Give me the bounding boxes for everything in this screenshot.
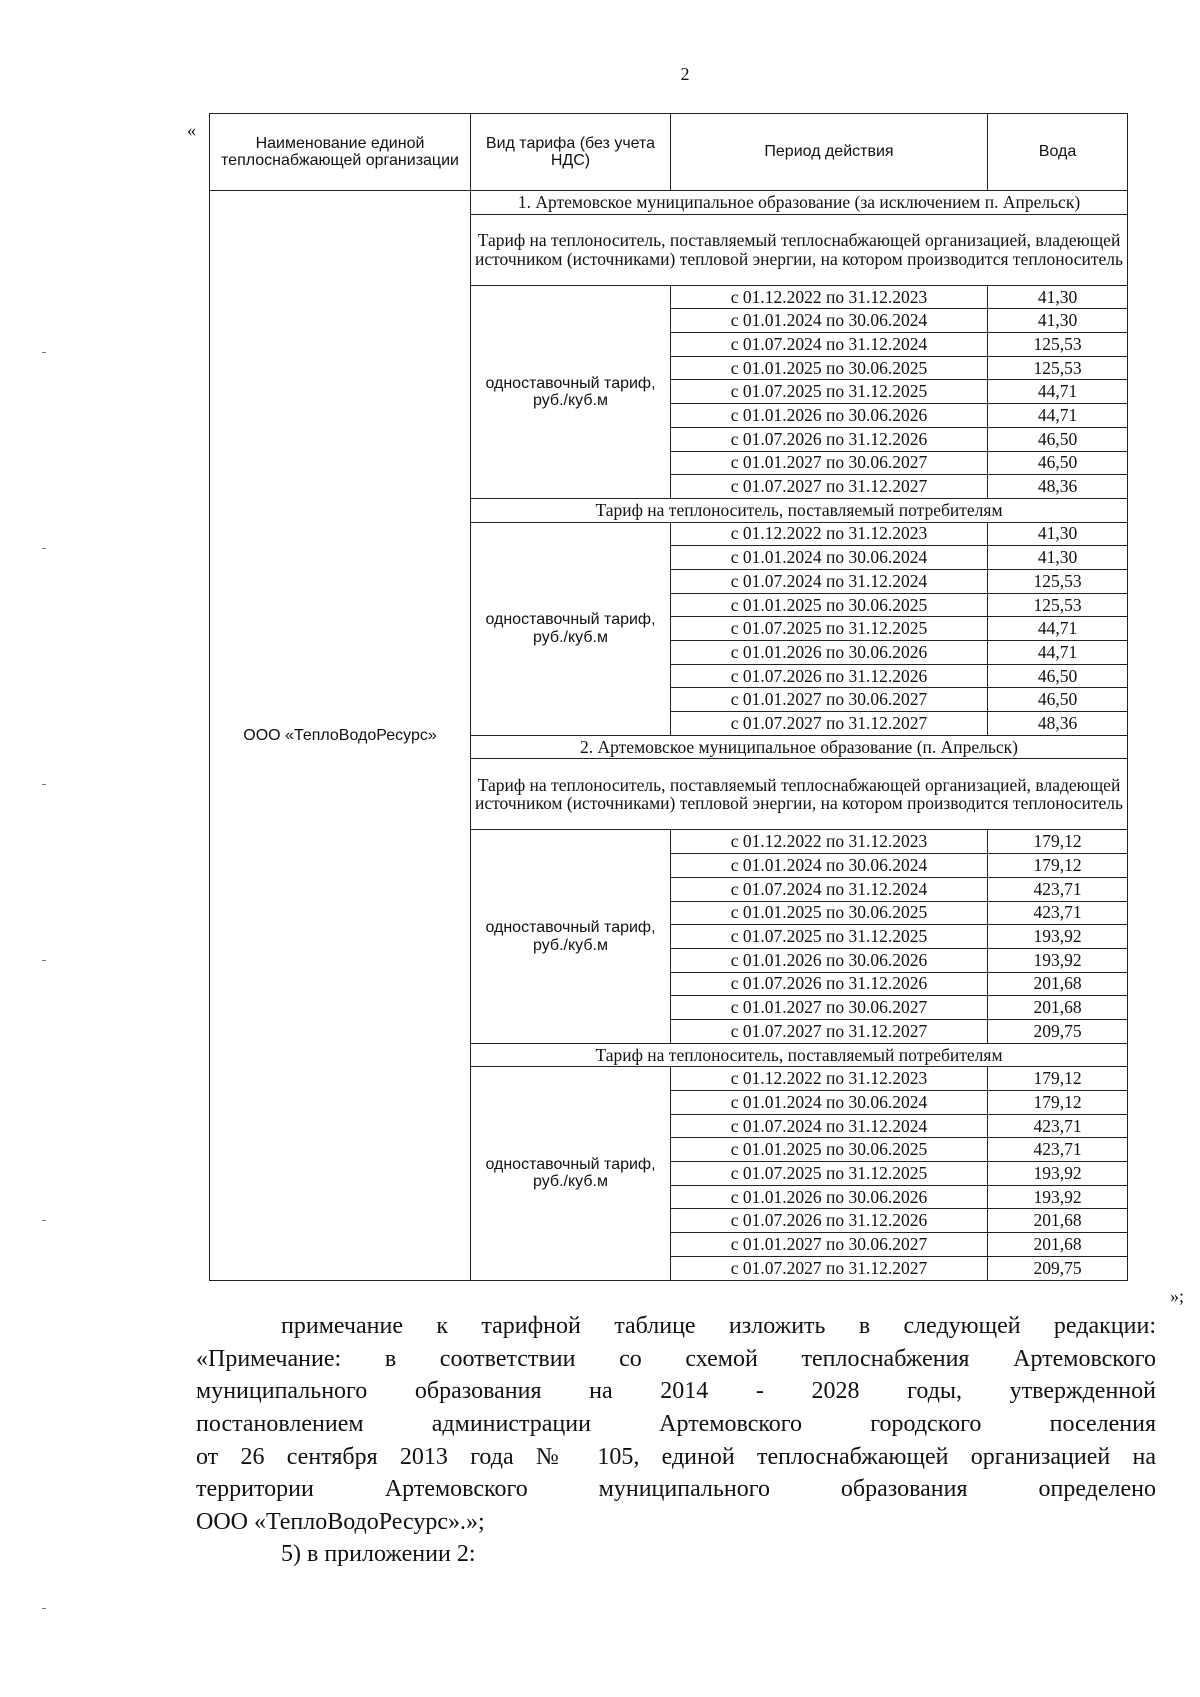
value-cell: 201,68 [988,996,1128,1020]
period-cell: с 01.01.2026 по 30.06.2026 [671,404,988,428]
value-cell: 41,30 [988,522,1128,546]
value-cell: 44,71 [988,380,1128,404]
value-cell: 193,92 [988,925,1128,949]
value-cell: 209,75 [988,1019,1128,1043]
group-description: Тариф на теплоноситель, поставляемый теплоснабжающей организацией, владеющей источником (источниками) тепловой энергии, на котором производится теплоноситель [471,759,1128,830]
period-cell: с 01.01.2027 по 30.06.2027 [671,996,988,1020]
scan-mark [42,960,46,961]
period-cell: с 01.01.2027 по 30.06.2027 [671,1233,988,1257]
header-tariff-type: Вид тарифа (без учета НДС) [471,114,671,191]
period-cell: с 01.01.2024 по 30.06.2024 [671,1091,988,1115]
period-cell: с 01.07.2027 по 31.12.2027 [671,712,988,736]
value-cell: 46,50 [988,688,1128,712]
body-line: постановлением администрации Артемовского городского поселения [196,1410,1156,1437]
body-line: ООО «ТеплоВодоРесурс».»; [196,1508,485,1535]
period-cell: с 01.07.2024 по 31.12.2024 [671,333,988,357]
period-cell: с 01.12.2022 по 31.12.2023 [671,522,988,546]
period-cell: с 01.07.2027 по 31.12.2027 [671,1256,988,1280]
value-cell: 193,92 [988,948,1128,972]
value-cell: 48,36 [988,475,1128,499]
value-cell: 125,53 [988,593,1128,617]
period-cell: с 01.07.2025 по 31.12.2025 [671,380,988,404]
body-line: «Примечание: в соответствии со схемой теплоснабжения Артемовского [196,1345,1156,1372]
value-cell: 423,71 [988,877,1128,901]
value-cell: 423,71 [988,1138,1128,1162]
period-cell: с 01.12.2022 по 31.12.2023 [671,1067,988,1091]
body-line: от 26 сентября 2013 года № 105, единой теплоснабжающей организацией на [196,1443,1156,1470]
period-cell: с 01.12.2022 по 31.12.2023 [671,285,988,309]
period-cell: с 01.07.2027 по 31.12.2027 [671,1019,988,1043]
value-cell: 179,12 [988,830,1128,854]
period-cell: с 01.01.2027 по 30.06.2027 [671,451,988,475]
period-cell: с 01.01.2026 по 30.06.2026 [671,1185,988,1209]
period-cell: с 01.07.2024 по 31.12.2024 [671,877,988,901]
group-description: Тариф на теплоноситель, поставляемый потребителям [471,498,1128,522]
value-cell: 423,71 [988,901,1128,925]
value-cell: 46,50 [988,664,1128,688]
tariff-type: одноставочный тариф, руб./куб.м [471,522,671,735]
quote-close-mark: »; [1170,1286,1185,1306]
period-cell: с 01.01.2025 по 30.06.2025 [671,901,988,925]
period-cell: с 01.07.2024 по 31.12.2024 [671,569,988,593]
period-cell: с 01.01.2024 по 30.06.2024 [671,309,988,333]
section-title: 1. Артемовское муниципальное образование (за исключением п. Апрельск) [471,191,1128,215]
value-cell: 48,36 [988,712,1128,736]
period-cell: с 01.01.2025 по 30.06.2025 [671,356,988,380]
period-cell: с 01.07.2026 по 31.12.2026 [671,1209,988,1233]
value-cell: 41,30 [988,285,1128,309]
body-line: муниципального образования на 2014 - 2028 годы, утвержденной [196,1378,1156,1405]
body-line: 5) в приложении 2: [281,1541,476,1568]
period-cell: с 01.07.2025 по 31.12.2025 [671,617,988,641]
tariff-type: одноставочный тариф, руб./куб.м [471,1067,671,1280]
value-cell: 193,92 [988,1185,1128,1209]
value-cell: 193,92 [988,1162,1128,1186]
value-cell: 41,30 [988,546,1128,570]
tariff-table [209,113,1128,1281]
period-cell: с 01.07.2026 по 31.12.2026 [671,427,988,451]
period-cell: с 01.01.2026 по 30.06.2026 [671,641,988,665]
group-description: Тариф на теплоноситель, поставляемый теплоснабжающей организацией, владеющей источником (источниками) тепловой энергии, на котором производится теплоноситель [471,214,1128,285]
period-cell: с 01.07.2025 по 31.12.2025 [671,925,988,949]
value-cell: 125,53 [988,569,1128,593]
value-cell: 46,50 [988,451,1128,475]
header-value: Вода [988,114,1128,191]
period-cell: с 01.01.2024 по 30.06.2024 [671,854,988,878]
period-cell: с 01.01.2026 по 30.06.2026 [671,948,988,972]
period-cell: с 01.01.2027 по 30.06.2027 [671,688,988,712]
body-line: примечание к тарифной таблице изложить в следующей редакции: [281,1313,1156,1339]
scan-mark [42,784,46,785]
value-cell: 125,53 [988,356,1128,380]
value-cell: 209,75 [988,1256,1128,1280]
period-cell: с 01.01.2025 по 30.06.2025 [671,1138,988,1162]
body-line: территории Артемовского муниципального образования определено [196,1476,1156,1503]
tariff-type: одноставочный тариф, руб./куб.м [471,830,671,1043]
period-cell: с 01.01.2025 по 30.06.2025 [671,593,988,617]
period-cell: с 01.07.2026 по 31.12.2026 [671,664,988,688]
value-cell: 201,68 [988,1233,1128,1257]
header-period: Период действия [671,114,988,191]
value-cell: 44,71 [988,617,1128,641]
scan-mark [42,1220,46,1221]
period-cell: с 01.07.2026 по 31.12.2026 [671,972,988,996]
tariff-type: одноставочный тариф, руб./куб.м [471,285,671,498]
body-text [196,1310,1156,1571]
org-name: ООО «ТеплоВодоРесурс» [210,191,471,1281]
section-row [210,191,1128,215]
value-cell: 46,50 [988,427,1128,451]
value-cell: 201,68 [988,972,1128,996]
value-cell: 423,71 [988,1114,1128,1138]
period-cell: с 01.12.2022 по 31.12.2023 [671,830,988,854]
period-cell: с 01.07.2024 по 31.12.2024 [671,1114,988,1138]
quote-open-mark: « [187,120,196,140]
period-cell: с 01.07.2025 по 31.12.2025 [671,1162,988,1186]
group-description: Тариф на теплоноситель, поставляемый потребителям [471,1043,1128,1067]
value-cell: 179,12 [988,1067,1128,1091]
value-cell: 201,68 [988,1209,1128,1233]
value-cell: 41,30 [988,309,1128,333]
period-cell: с 01.07.2027 по 31.12.2027 [671,475,988,499]
page-number: 2 [680,64,690,84]
section-title: 2. Артемовское муниципальное образование (п. Апрельск) [471,735,1128,759]
value-cell: 125,53 [988,333,1128,357]
period-cell: с 01.01.2024 по 30.06.2024 [671,546,988,570]
table-header-row [210,114,1128,191]
value-cell: 179,12 [988,1091,1128,1115]
value-cell: 179,12 [988,854,1128,878]
header-org: Наименование единой теплоснабжающей организации [210,114,471,191]
scan-mark [42,352,46,353]
scan-mark [42,548,46,549]
scan-mark [42,1608,46,1609]
value-cell: 44,71 [988,641,1128,665]
value-cell: 44,71 [988,404,1128,428]
